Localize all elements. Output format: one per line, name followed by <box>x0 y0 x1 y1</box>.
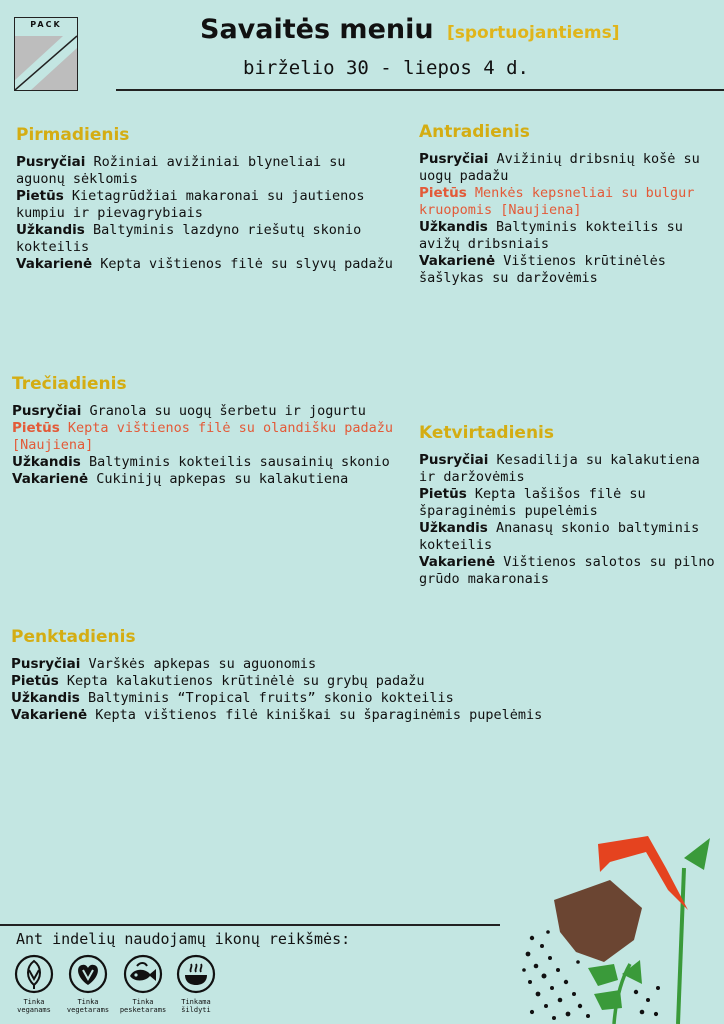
meal-label: Vakarienė <box>12 471 89 487</box>
meal-label: Pietūs <box>419 185 467 201</box>
meal-label: Pusryčiai <box>12 403 82 419</box>
meal-snack <box>419 219 719 253</box>
meal-text: Baltyminis lazdyno riešutų skonio kokteilis <box>16 222 362 255</box>
meal-text: Ananasų skonio baltyminis kokteilis <box>419 520 700 553</box>
day-thursday <box>419 423 719 588</box>
meal-text: Varškės apkepas su aguonomis <box>88 656 317 672</box>
vegetarian-heart-icon <box>68 954 108 994</box>
date-range: birželio 30 - liepos 4 d. <box>243 57 529 79</box>
logo-mark-icon <box>15 18 77 90</box>
day-name: Antradienis <box>419 122 530 142</box>
legend-caption-line1: Tinka <box>132 998 154 1006</box>
legend-caption <box>166 998 226 1014</box>
meal-text: Avižinių dribsnių košė su uogų padažu <box>419 151 700 184</box>
icon-legend <box>12 954 222 1024</box>
logo-text: PACK <box>30 20 62 29</box>
meal-label: Pusryčiai <box>419 151 489 167</box>
meal-label: Pusryčiai <box>16 154 86 170</box>
meal-label: Užkandis <box>12 454 81 470</box>
meal-label: Pietūs <box>16 188 64 204</box>
footer-divider <box>0 924 500 926</box>
meal-text: Baltyminis “Tropical fruits” skonio kokteilis <box>88 690 454 706</box>
meal-text: Kepta kalakutienos krūtinėlė su grybų padažu <box>66 673 425 689</box>
legend-caption-line1: Tinka <box>77 998 99 1006</box>
meal-text: Kepta lašišos filė su šparaginėmis pupelėmis <box>419 486 646 519</box>
meal-label: Pietūs <box>12 420 60 436</box>
legend-caption-line2: pesketarams <box>119 1006 167 1014</box>
meal-breakfast <box>419 452 719 486</box>
pescatarian-fish-icon <box>123 954 163 994</box>
meal-label: Vakarienė <box>419 253 496 269</box>
day-monday <box>16 125 396 273</box>
legend-caption-line2: šildyti <box>181 1006 211 1014</box>
vegan-leaf-icon <box>14 954 54 994</box>
meal-text: Kepta vištienos filė su slyvų padažu <box>100 256 393 272</box>
meal-text: Kesadilija su kalakutiena ir daržovėmis <box>419 452 700 485</box>
meal-breakfast <box>419 151 719 185</box>
pack-logo <box>14 17 78 91</box>
meal-dinner <box>16 256 396 273</box>
legend-caption <box>4 998 64 1014</box>
meal-label: Pusryčiai <box>11 656 81 672</box>
meal-breakfast <box>11 656 651 673</box>
meal-text: Vištienos salotos su pilno grūdo makaronais <box>419 554 715 587</box>
sprout-illustration-icon <box>518 828 718 1024</box>
day-name: Trečiadienis <box>12 374 127 394</box>
day-name: Penktadienis <box>11 627 136 647</box>
day-name: Pirmadienis <box>16 125 130 145</box>
legend-title: Ant indelių naudojamų ikonų reikšmės: <box>16 930 351 948</box>
legend-caption-line1: Tinka <box>23 998 45 1006</box>
day-tuesday <box>419 122 719 287</box>
meal-snack <box>11 690 651 707</box>
legend-caption-line2: veganams <box>17 1006 51 1014</box>
meal-label: Pietūs <box>11 673 59 689</box>
meal-text: Granola su uogų šerbetu ir jogurtu <box>89 403 366 419</box>
legend-caption <box>113 998 173 1014</box>
meal-text: Kepta vištienos filė su olandišku padažu [Naujiena] <box>12 420 394 453</box>
meal-snack <box>419 520 719 554</box>
menu-title: Savaitės meniu <box>200 14 434 45</box>
legend-item-vegan <box>4 954 64 1014</box>
heatable-bowl-icon <box>176 954 216 994</box>
meal-lunch-new <box>12 420 397 454</box>
meal-breakfast <box>12 403 397 420</box>
meal-text: Cukinijų apkepas su kalakutiena <box>96 471 349 487</box>
meal-dinner <box>12 471 397 488</box>
meal-snack <box>16 222 396 256</box>
meal-dinner <box>419 554 719 588</box>
meal-label: Vakarienė <box>11 707 88 723</box>
meal-label: Užkandis <box>16 222 85 238</box>
meal-dinner <box>419 253 719 287</box>
meal-snack <box>12 454 397 471</box>
legend-caption-line2: vegetarams <box>66 1006 110 1014</box>
legend-item-heatable <box>166 954 226 1014</box>
meal-label: Užkandis <box>11 690 80 706</box>
legend-caption <box>58 998 118 1014</box>
meal-dinner <box>11 707 651 724</box>
meal-label: Užkandis <box>419 219 488 235</box>
meal-text: Kietagrūdžiai makaronai su jautienos kumpiu ir pievagrybiais <box>16 188 365 221</box>
page-title <box>200 14 620 45</box>
meal-lunch <box>16 188 396 222</box>
meal-label: Užkandis <box>419 520 488 536</box>
header-divider <box>116 89 724 91</box>
day-name: Ketvirtadienis <box>419 423 554 443</box>
meal-text: Kepta vištienos filė kiniškai su šparaginėmis pupelėmis <box>95 707 543 723</box>
meal-lunch-new <box>419 185 719 219</box>
meal-lunch <box>419 486 719 520</box>
audience-tag: [sportuojantiems] <box>446 23 620 43</box>
meal-label: Pusryčiai <box>419 452 489 468</box>
meal-text: Menkės kepsneliai su bulgur kruopomis [Naujiena] <box>419 185 695 218</box>
legend-caption-line1: Tinkama <box>181 998 211 1006</box>
day-friday <box>11 627 651 724</box>
meal-text: Baltyminis kokteilis su avižų dribsniais <box>419 219 683 252</box>
meal-label: Pietūs <box>419 486 467 502</box>
meal-label: Vakarienė <box>419 554 496 570</box>
meal-breakfast <box>16 154 396 188</box>
meal-lunch <box>11 673 651 690</box>
meal-text: Vištienos krūtinėlės šašlykas su daržovėmis <box>419 253 666 286</box>
meal-text: Rožiniai avižiniai blyneliai su aguonų sėklomis <box>16 154 346 187</box>
day-wednesday <box>12 374 397 488</box>
legend-item-vegetarian <box>58 954 118 1014</box>
meal-text: Baltyminis kokteilis sausainių skonio <box>89 454 390 470</box>
legend-item-pescatarian <box>113 954 173 1014</box>
meal-label: Vakarienė <box>16 256 93 272</box>
